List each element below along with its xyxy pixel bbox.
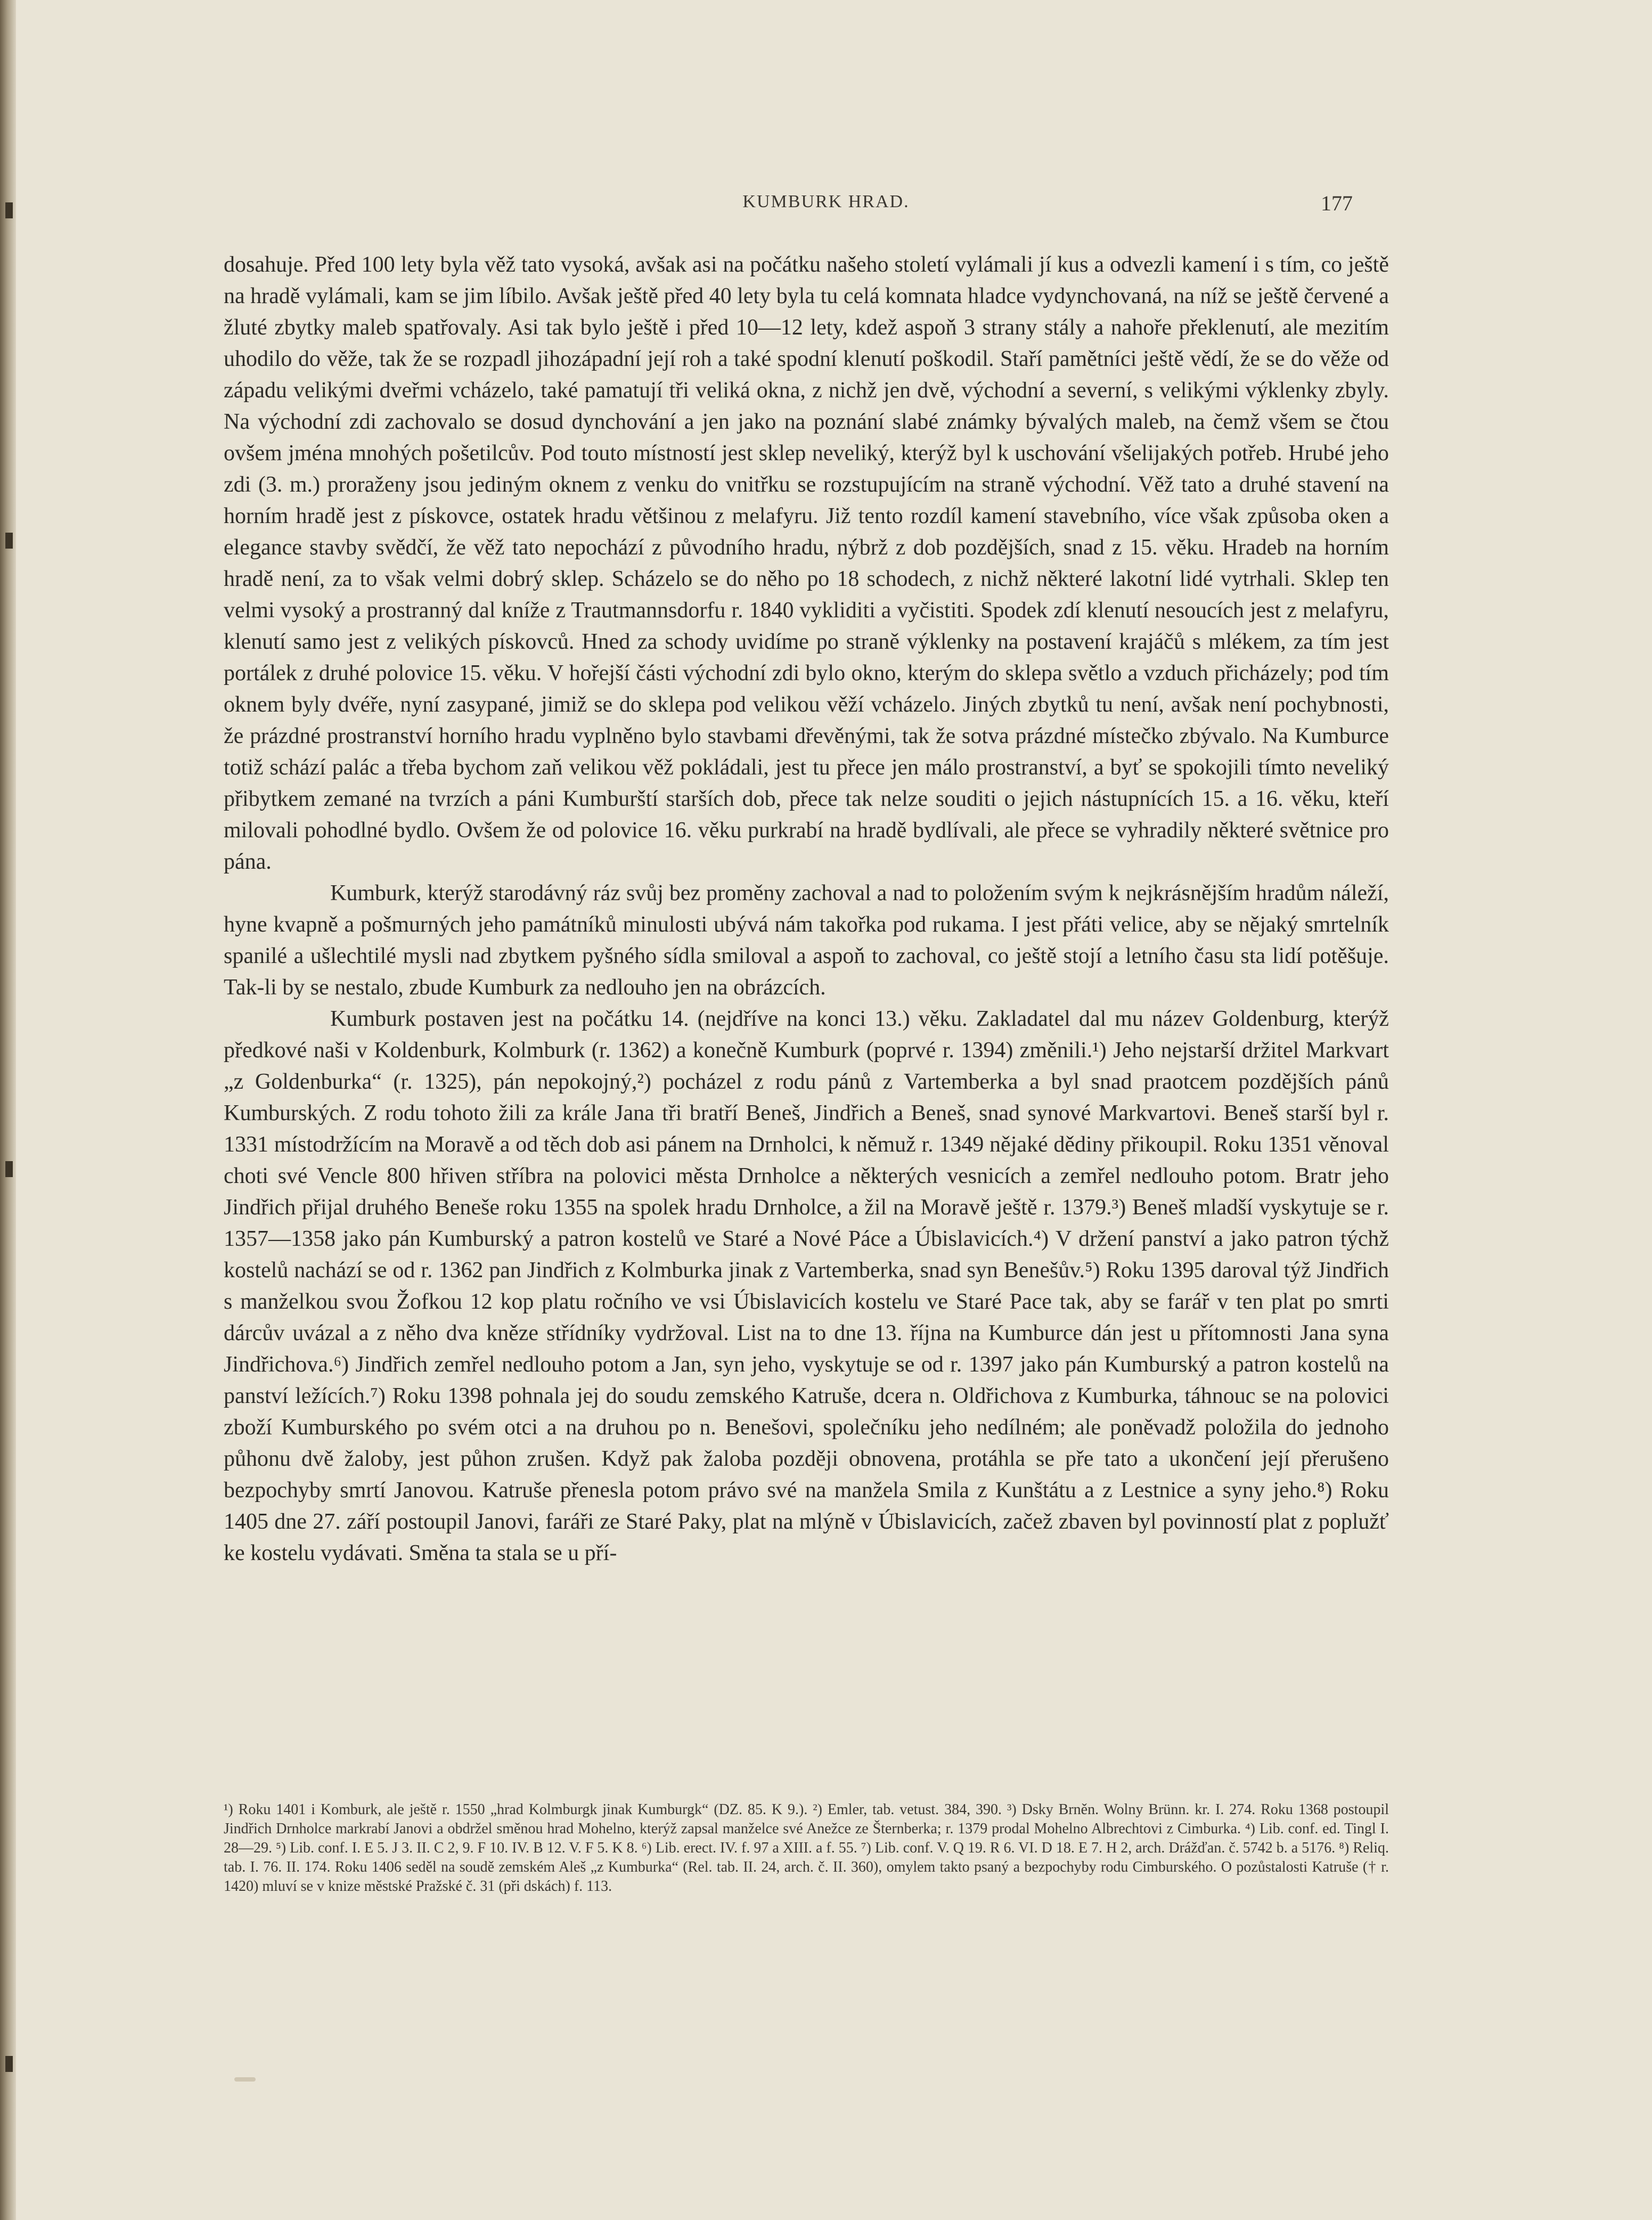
- page-number: 177: [1321, 191, 1353, 215]
- paragraph: Kumburk postaven jest na počátku 14. (nejdříve na konci 13.) věku. Zakladatel dal mu název Goldenburg, kterýž předkové naši v Koldenburk, Kolmburk (r. 1362) a konečně Kumburk (poprvé r. 1394) změnili.¹) Jeho nejstarší držitel Markvart „z Goldenburka“ (r. 1325), pán nepokojný,²) pocházel z rodu pánů z Vartemberka a byl snad praotcem pozdějších pánů Kumburských. Z rodu tohoto žili za krále Jana tři bratří Beneš, Jindřich a Beneš, snad synové Markvartovi. Beneš starší byl r. 1331 místodržícím na Moravě a od těch dob asi pánem na Drnholci, k němuž r. 1349 nějaké dědiny přikoupil. Roku 1351 věnoval choti své Vencle 800 hřiven stříbra na polovici města Drnholce a některých vesnicích a zemřel nedlouho potom. Bratr jeho Jindřich přijal druhého Beneše roku 1355 na spolek hradu Drnholce, a žil na Moravě ještě r. 1379.³) Beneš mladší vyskytuje se r. 1357—1358 jako pán Kumburský a patron kostelů ve Staré a Nové Páce a Úbislavicích.⁴) V držení panství a jako patron týchž kostelů nachází se od r. 1362 pan Jindřich z Kolmburka jinak z Vartemberka, snad syn Benešův.⁵) Roku 1395 daroval týž Jindřich s manželkou svou Žofkou 12 kop platu ročního ve vsi Úbislavicích kostelu ve Staré Pace tak, aby se farář v ten plat po smrti dárcův uvázal a z něho dva kněze střídníky vydržoval. List na to dne 13. října na Kumburce dán jest u přítomnosti Jana syna Jindřichova.⁶) Jindřich zemřel nedlouho potom a Jan, syn jeho, vyskytuje se od r. 1397 jako pán Kumburský a patron kostelů na panství ležících.⁷) Roku 1398 pohnala jej do soudu zemského Katruše, dcera n. Oldřichova z Kumburka, táhnouc se na polovici zboží Kumburského po svém otci a na druhou po n. Benešovi, společníku jeho nedílném; ale poněvadž položila do jednoho půhonu dvě žaloby, jest půhon zrušen. Když pak žaloba později obnovena, protáhla se pře tato a ukončení její přerušeno bezpochyby smrtí Janovou. Katruše přenesla potom právo své na manžela Smila z Kunštátu a z Lestnice a syny jeho.⁸) Roku 1405 dne 27. září postoupil Janovi, faráři ze Staré Paky, plat na mlýně v Úbislavicích, začež zbaven byl povinností plat z poplužť ke kostelu vydávati. Směna ta stala se u pří-: [224, 1007, 1389, 1565]
- book-spine-shadow: [0, 0, 16, 2220]
- running-title: KUMBURK HRAD.: [742, 192, 910, 211]
- footnotes: ¹) Roku 1401 i Komburk, ale ještě r. 1550 „hrad Kolmburgk jinak Kumburgk“ (DZ. 85. K 9.). ²) Emler, tab. vetust. 384, 390. ³) Dsky Brněn. Wolny Brünn. kr. I. 274. Roku 1368 postoupil Jindřich Drnholce markrabí Janovi a obdržel směnou hrad Mohelno, kterýž zapsal manželce své Anežce ze Šternberka; r. 1379 prodal Mohelno Albrechtovi z Cimburka. ⁴) Lib. conf. ed. Tingl I. 28—29. ⁵) Lib. conf. I. E 5. J 3. II. C 2, 9. F 10. IV. B 12. V. F 5. K 8. ⁶) Lib. erect. IV. f. 97 a XIII. a f. 55. ⁷) Lib. conf. V. Q 19. R 6. VI. D 18. E 7. H 2, arch. Drážďan. č. 5742 b. a 5176. ⁸) Reliq. tab. I. 76. II. 174. Roku 1406 seděl na soudě zemském Aleš „z Kumburka“ (Rel. tab. II. 24, arch. č. II. 360), omylem takto psaný a bezpochyby rodu Cimburského. O pozůstalosti Katruše († r. 1420) mluví se v knize městské Pražské č. 31 (při dskách) f. 113.: [224, 1801, 1389, 1895]
- paragraph: dosahuje. Před 100 lety byla věž tato vysoká, avšak asi na počátku našeho století vylámali jí kus a odvezli kamení i s tím, co ještě na hradě vylámali, kam se jim líbilo. Avšak ještě před 40 lety byla tu celá komnata hladce vydynchovaná, na níž se ještě červené a žluté zbytky maleb spatřovaly. Asi tak bylo ještě i před 10—12 lety, kdež aspoň 3 strany stály a nahoře překlenutí, ale mezitím uhodilo do věže, tak že se rozpadl jihozápadní její roh a také spodní klenutí poškodil. Staří pamětníci ještě vědí, že se do věže od západu velikými dveřmi vcházelo, také pamatují tři veliká okna, z nichž jen dvě, východní a severní, s velikými výklenky zbyly. Na východní zdi zachovalo se dosud dynchování a jen jako na poznání slabé známky bývalých maleb, na čemž všem se čtou ovšem jména mnohých pošetilcův. Pod touto místností jest sklep neveliký, kterýž byl k uschování všelijakých potřeb. Hrubé jeho zdi (3. m.) proraženy jsou jediným oknem z venku do vnitřku se rozstupujícím na straně východní. Věž tato a druhé stavení na horním hradě jest z pískovce, ostatek hradu většinou z melafyru. Již tento rozdíl kamení stavebního, více však způsoba oken a elegance stavby svědčí, že věž tato nepochází z původního hradu, nýbrž z dob pozdějších, snad z 15. věku. Hradeb na horním hradě není, za to však velmi dobrý sklep. Scházelo se do něho po 18 schodech, z nichž některé lakotní lidé vytrhali. Sklep ten velmi vysoký a prostranný dal kníže z Trautmannsdorfu r. 1840 vykliditi a vyčistiti. Spodek zdí klenutí nesoucích jest z melafyru, klenutí samo jest z velikých pískovců. Hned za schody uvidíme po straně výklenky na postavení krajáčů s mlékem, za tím jest portálek z druhé polovice 15. věku. V hořejší části východní zdi bylo okno, kterým do sklepa světlo a vzduch přicházely; pod tím oknem byly dvéře, nyní zasypané, jimiž se do sklepa pod velikou věží vcházelo. Jiných zbytků tu není, avšak není pochybnosti, že prázdné prostranství horního hradu vyplněno bylo stavbami dřevěnými, tak že sotva prázdné místečko zbývalo. Na Kumburce totiž schází palác a třeba bychom zaň velikou věž pokládali, jest tu přece jen málo prostranství, a byť se spokojili tímto neveliký přibytkem zemané na tvrzích a páni Kumburští starších dob, přece tak nelze souditi o jejich nástupnících 15. a 16. věku, kteří milovali pohodlné bydlo. Ovšem že od polovice 16. věku purkrabí na hradě bydlívali, ale přece se vyhradily některé světnice pro pána.: [224, 252, 1389, 874]
- binding-mark: [5, 1161, 13, 1177]
- binding-mark: [5, 2056, 13, 2072]
- paper-stain: [234, 2077, 256, 2082]
- paragraph: Kumburk, kterýž starodávný ráz svůj bez proměny zachoval a nad to položením svým k nejkrásnějším hradům náleží, hyne kvapně a pošmurných jeho památníků minulosti ubývá nám takořka pod rukama. I jest přáti velice, aby se nějaký smrtelník spanilé a ušlechtilé mysli nad zbytkem pyšného sídla smiloval a aspoň to zachoval, co ještě stojí a letního času sta lidí potěšuje. Tak-li by se nestalo, zbude Kumburk za nedlouho jen na obrázcích.: [224, 881, 1389, 1000]
- binding-mark: [5, 533, 13, 549]
- body-text: [224, 249, 1389, 1569]
